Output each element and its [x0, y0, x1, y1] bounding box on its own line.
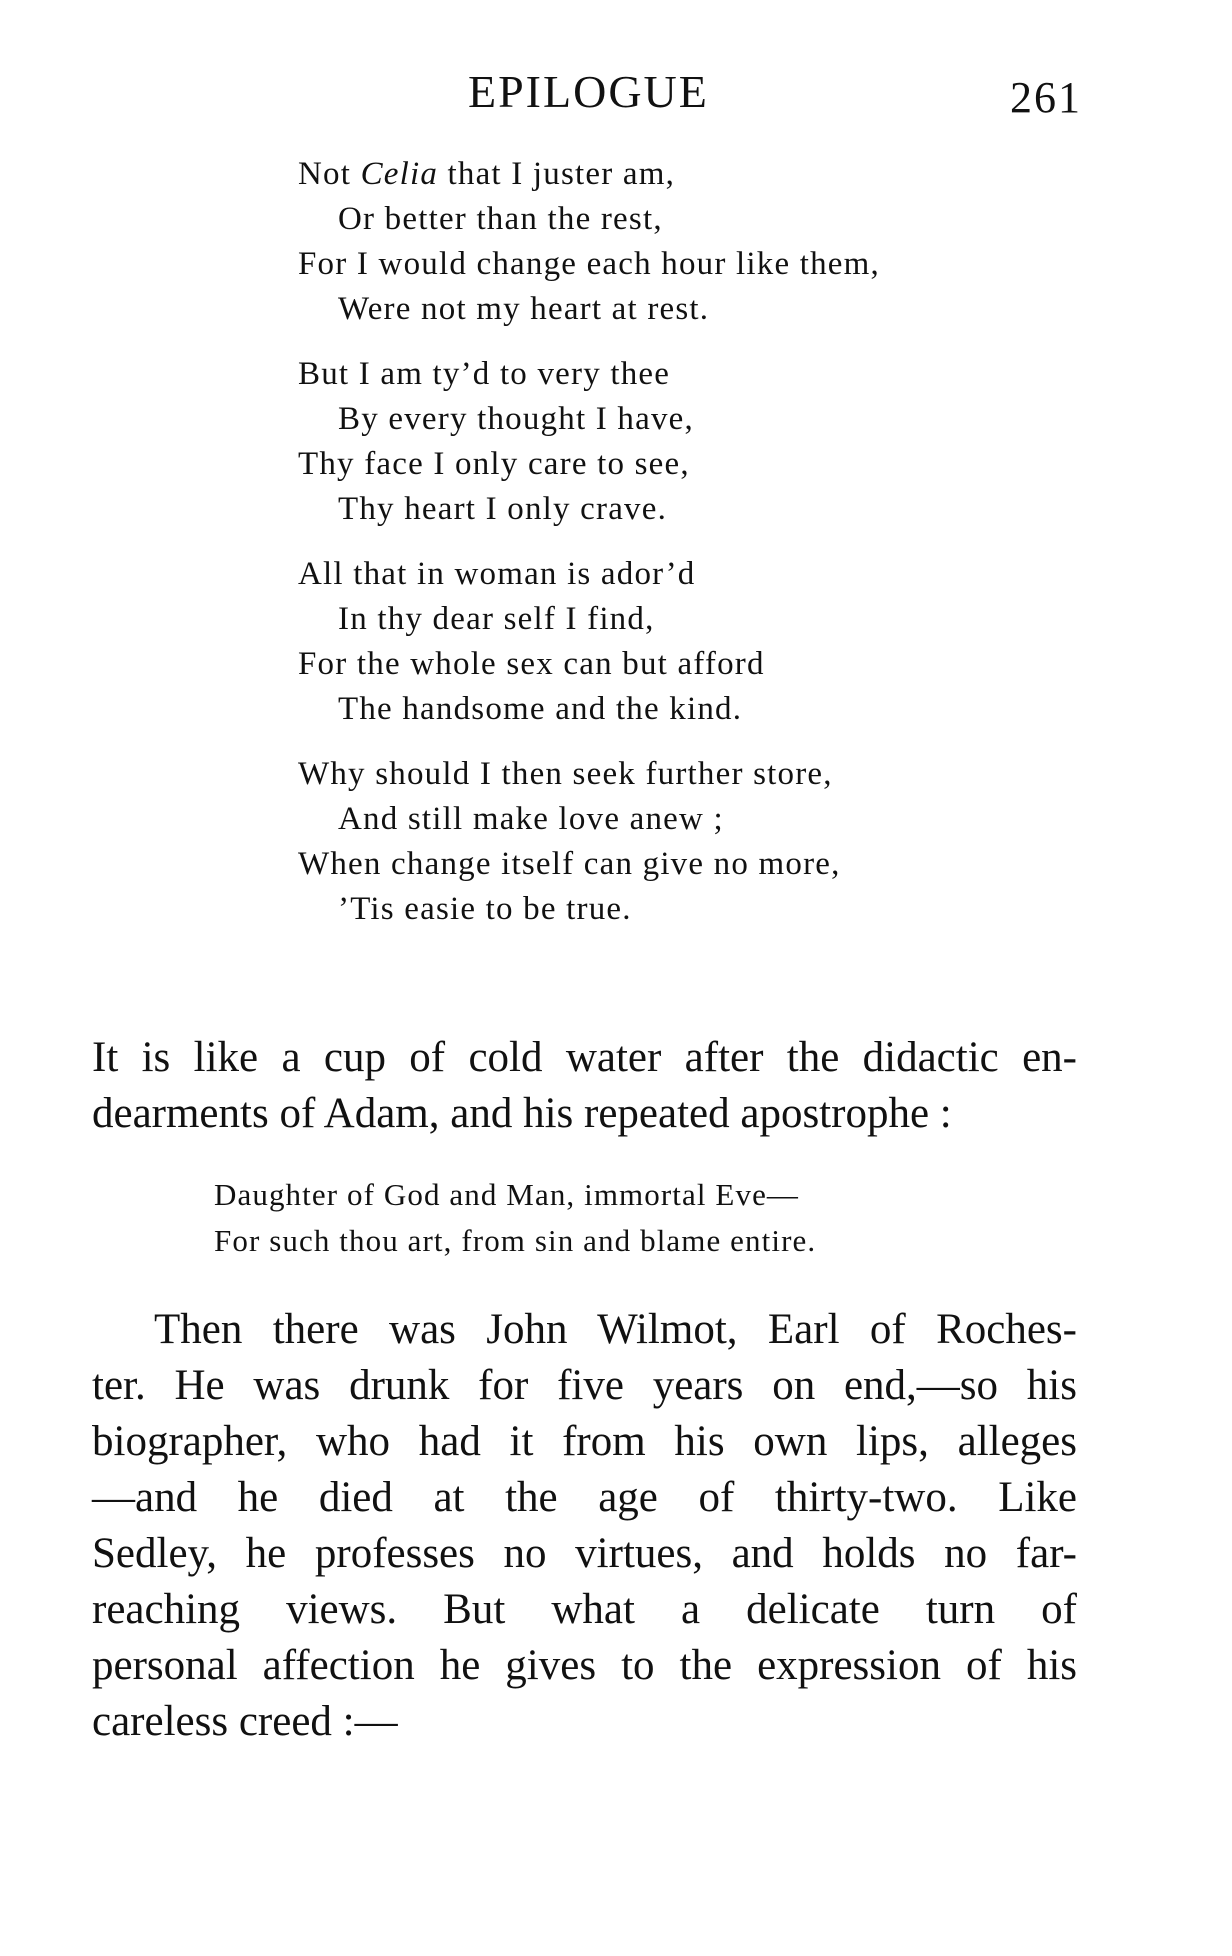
poem: [298, 152, 1058, 952]
verse-line: Or better than the rest,: [338, 201, 663, 237]
stanza-1: [298, 152, 1058, 332]
verse-line: Thy face I only care to see,: [298, 446, 690, 482]
page-number: 261: [1010, 73, 1082, 122]
prose-line: biographer, who had it from his own lips, alleges: [92, 1418, 1077, 1465]
quote-line: For such thou art, from sin and blame entire.: [214, 1223, 817, 1258]
verse-line: But I am ty’d to very thee: [298, 356, 671, 392]
running-head: [0, 62, 1232, 122]
prose-line: ter. He was drunk for five years on end,—so his: [92, 1362, 1077, 1409]
stanza-2: [298, 352, 1058, 532]
verse-line: Were not my heart at rest.: [338, 291, 710, 327]
block-quote: [214, 1172, 1034, 1264]
prose-line: reaching views. But what a delicate turn of: [92, 1586, 1077, 1633]
prose-paragraph-2: [92, 1302, 1077, 1750]
verse-line: Why should I then seek further store,: [298, 756, 833, 792]
verse-line: For the whole sex can but afford: [298, 646, 765, 682]
verse-line: When change itself can give no more,: [298, 846, 841, 882]
prose-line: dearments of Adam, and his repeated apostrophe :: [92, 1090, 952, 1137]
verse-line: Not Celia that I juster am,: [298, 156, 676, 192]
prose-line: It is like a cup of cold water after the didactic en-: [92, 1034, 1077, 1081]
prose-line: Then there was John Wilmot, Earl of Roches-: [154, 1306, 1077, 1353]
verse-line: By every thought I have,: [338, 401, 694, 437]
verse-line: ’Tis easie to be true.: [338, 891, 632, 927]
verse-line: And still make love anew ;: [338, 801, 724, 837]
verse-line: In thy dear self I find,: [338, 601, 655, 637]
verse-line: Thy heart I only crave.: [338, 491, 668, 527]
stanza-4: [298, 752, 1058, 932]
running-title: EPILOGUE: [468, 66, 709, 117]
quote-line: Daughter of God and Man, immortal Eve—: [214, 1177, 800, 1212]
prose-paragraph-1: [92, 1030, 1077, 1142]
verse-line: All that in woman is ador’d: [298, 556, 696, 592]
prose-line: —and he died at the age of thirty-two. Like: [92, 1474, 1077, 1521]
prose-line: careless creed :—: [92, 1698, 398, 1745]
verse-line: For I would change each hour like them,: [298, 246, 880, 282]
verse-line: The handsome and the kind.: [338, 691, 743, 727]
italic-name: Celia: [360, 156, 439, 192]
prose-line: personal affection he gives to the expression of his: [92, 1642, 1077, 1689]
prose-line: Sedley, he professes no virtues, and holds no far-: [92, 1530, 1077, 1577]
stanza-3: [298, 552, 1058, 732]
